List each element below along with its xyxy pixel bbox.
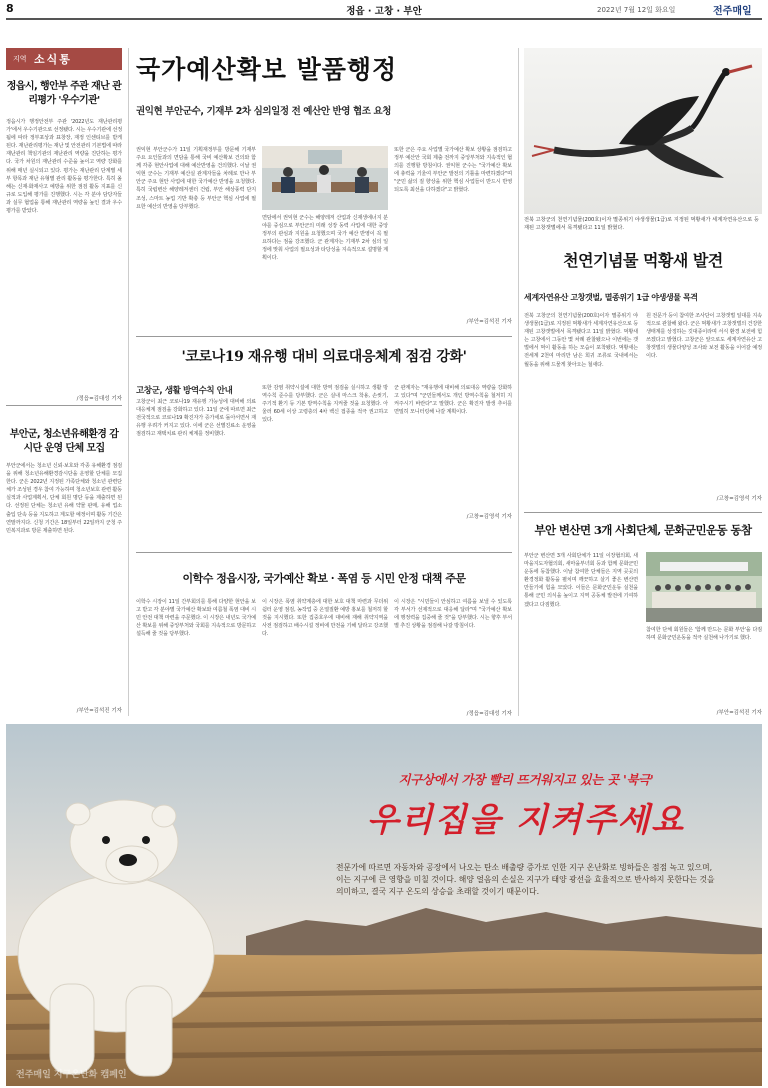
section-title: 정읍 · 고창 · 부안 [346,6,422,17]
covid-headline: '코로나19 재유행 대비 의료대응체계 점검 강화' [181,349,467,365]
ad-body: 전문가에 따르면 자동차와 공장에서 나오는 탄소 배출량 증가로 인한 지구 온난화로 빙하들은 점점 녹고 있으며, 이는 지구에 큰 영향을 미칠 것이다. 해양 얼음의 손실은 지구가 태양 광선을 효율적으로 반사하지 못한다는 것을 의미하고, 결국 지구 온도의 상승을 초래할 것이기 때문이다. [336,863,715,896]
meeting-photo-image [262,146,388,210]
sidebar-byline2: /부안=김석진 기자 [76,708,122,714]
covid-body-col3: 군 관계자는 "재유행에 대비해 의료대응 역량을 강화하고 있다"며 "군민들께서도 개인 방역수칙을 철저히 지켜주시기 바란다"고 말했다. 군은 확진자 발생 추이를 면밀히 모니터링해 나갈 계획이다. [394,385,512,416]
header-date: 2022년 7월 12일 화요일 [597,6,676,14]
bird-photo-caption: 전북 고창군의 천연기념물(200호)이자 멸종위기 야생생물(1급)로 지정된 먹황새가 세계자연유산으로 등재된 고창갯벌에서 목격됐다고 11일 밝혔다. [524,217,759,231]
nature-body-col2: 원 전문가 등이 참여한 조사단이 고창갯벌 일대를 지속적으로 관찰해 왔다. 군은 먹황새가 고창갯벌의 건강한 생태계를 상징하는 깃대종이라며 서식 환경 보전에 힘쓰겠다고 밝혔다. 고창군은 앞으로도 세계자연유산 고창갯벌의 생물다양성 조사와 보전 활동을 이어갈 예정이다. [646,313,762,360]
sidebar-label-title: 소식통 [34,53,72,66]
nature-body-col1: 전북 고창군의 천연기념물(200호)이자 멸종위기 야생생물(1급)로 지정된 먹황새가 세계자연유산으로 등재된 고창갯벌에서 목격됐다고 11일 밝혔다. 먹황새는 고창에서 그동안 몇 차례 관찰됐으나 이번에는 갯벌에서 먹이 활동을 하는 모습이 포착됐다. 먹황새는 전세계 2천여 마리만 남은 희귀 조류로 국내에서는 월동을 위해 드물게 찾아오는 철새다. [524,313,638,368]
buan-headline: 부안 변산면 3개 사회단체, 문화군민운동 동참 [534,523,752,537]
sidebar-label-region: 지역 [13,55,27,63]
sidebar-story1-title: 정읍시, 행안부 주관 재난 관리평가 '우수기관' [6,81,122,106]
sidebar-divider [6,405,122,406]
jeongeup-body-col2: 이 시장은 폭염 취약계층에 대한 보호 대책 마련과 무더위 쉼터 운영 점검, 농작업 중 온열질환 예방 홍보를 철저히 할 것을 지시했다. 또한 집중호우에 대비해 재해 취약지역을 사전 점검하고 배수시설 정비에 만전을 기해 달라고 강조했다. [262,599,388,638]
jeongeup-headline: 이학수 정읍시장, 국가예산 확보 · 폭염 등 시민 안정 대책 주문 [182,572,466,585]
buan-photo [646,552,762,622]
jeongeup-byline: /정읍=김대성 기자 [466,711,512,717]
ad-title: 우리집을 지켜주세요 [366,800,686,839]
lead-body-col2: 면담에서 권익현 군수는 해양레저 산업과 신재생에너지 분야를 중심으로 부안군의 미래 성장 동력 사업에 대한 중앙정부의 관심과 지원을 요청했으며 국가 예산 반영이 꼭 필요하다는 점을 강조했다. 군 관계자는 기재부 2차 심의 일정에 맞춰 사업의 필요성과 타당성을 지속적으로 설명할 계획이다. [262,215,388,262]
lead-photo [262,146,388,210]
lead-headline: 국가예산확보 발품행정 [136,55,398,84]
header-rule [6,18,762,20]
covid-subhead: 고창군, 생활 방역수칙 안내 [136,386,233,396]
buan-byline: /부안=김석진 기자 [716,710,762,716]
jeongeup-body-col3: 이 시장은 "시민들이 안심하고 여름을 보낼 수 있도록 각 부서가 선제적으로 대응해 달라"며 "국가예산 확보에 행정력을 집중해 줄 것"을 당부했다. 시는 향후 부서별 추진 상황을 점검해 나갈 방침이다. [394,599,512,630]
bird-photo [524,48,762,214]
covid-byline: /고창=김영석 기자 [466,514,512,520]
paper-name: 전주매일 [713,6,752,17]
covid-top-rule [136,336,512,337]
buan-body: 부안군 변산면 3개 사회단체가 11일 이장협의회, 새마을지도자협의회, 새마을부녀회 등과 함께 문화군민운동에 동참했다. 이날 참여한 단체들은 지역 곳곳의 환경정화 활동을 펼치며 깨끗하고 살기 좋은 변산면 만들기에 힘을 모았다. 이들은 문화군민운동 실천을 통해 군민 의식을 높이고 지역 공동체 발전에 기여하겠다고 다짐했다. [524,553,638,608]
campaign-ad [6,724,762,1086]
nature-headline: 천연기념물 먹황새 발견 [563,251,723,270]
nature-byline: /고창=김영석 기자 [716,496,762,502]
black-stork-image [524,48,762,214]
sidebar-label [6,48,122,70]
page-number: 8 [6,2,14,15]
jeongeup-top-rule [136,552,512,553]
sidebar [6,48,122,716]
covid-body-col2: 또한 감염 취약시설에 대한 방역 점검을 실시하고 생활 방역수칙 준수를 당부했다. 군은 실내 마스크 착용, 손씻기, 주기적 환기 등 기본 방역수칙을 지켜줄 것을 요청했다. 아울러 60세 이상 고령층의 4차 백신 접종을 적극 권고하고 있다. [262,385,388,424]
nature-subhead: 세계자연유산 고창갯벌, 멸종위기 1급 야생생물 목격 [524,293,698,302]
lead-body-col1: 권익현 부안군수가 11일 기획재정부를 방문해 기재부 주요 요인들과의 면담을 통해 국비 예산확보 건의와 함께 각종 현안사업에 대해 예산반영을 건의했다. 이날 권익현 군수는 기재부 예산실 관계자들을 차례로 만나 부안군 주요 현안 사업에 대한 국가예산 반영을 요청했다. 특히 국립변산 해양레저센터 건립, 부안 해상풍력 단지 조성, 스마트 농업 기반 확충 등 부안군 핵심 사업에 필요한 예산의 반영을 당부했다. [136,147,256,210]
sidebar-byline1: /정읍=김대성 기자 [76,396,122,402]
right-column-rule [518,48,519,716]
page-header [0,0,768,18]
lead-body-col3: 또한 군은 주요 사업별 국가예산 확보 상황을 점검하고 정부 예산안 국회 제출 전까지 중앙부처와 지속적인 협의를 진행할 방침이다. 권익현 군수는 "국가예산 확보에 총력을 기울여 부안군 발전의 기틀을 마련하겠다"며 "군민 삶의 질 향상을 위한 핵심 사업들이 반드시 반영되도록 최선을 다하겠다"고 밝혔다. [394,147,512,194]
group-photo-image [646,552,762,622]
sidebar-story2-title: 부안군, 청소년유해환경 감시단 운영 단체 모집 [9,429,119,454]
lead-byline: /부안=김석진 기자 [466,319,512,325]
buan-photo-caption: 참여한 단체 회원들은 '함께 만드는 문화 부안'을 다짐하며 문화군민운동을 적극 실천해 나가기로 했다. [646,627,762,642]
lead-subhead: 권익현 부안군수, 기재부 2차 심의일정 전 예산안 반영 협조 요청 [136,106,392,117]
covid-body-col1: 고창군이 최근 코로나19 재유행 가능성에 대비해 의료대응체계 점검을 강화하고 있다. 11일 군에 따르면 최근 전국적으로 코로나19 확진자가 증가세로 돌아서면서 재유행 우려가 커지고 있다. 이에 군은 선별진료소 운영을 점검하고 재택치료 관리 체계를 정비했다. [136,399,256,438]
sidebar-story2-body: 부안군에서는 청소년 신뢰·보호와 각종 유해환경 점검을 위해 청소년유해환경감시단을 운영할 단체를 모집한다. 군은 2022년 지정된 가족단체와 청소년 관련단체가 조성된 경우 참여 가능하며 청소년보호 관련 활동 실적과 사업계획서, 단체 회원 명단 등을 제출하면 된다. 선정된 단체는 청소년 유해 약물 판매, 유해 업소 출입 단속 등을 지도하고 계도할 예정이며 활동 기간은 연말까지다. 신청 기간은 18일부터 22일까지 군청 주민복지과로 방문 제출하면 된다. [6,463,122,534]
ad-tagline: 지구상에서 가장 빨리 뜨거워지고 있는 곳 '북극' [398,772,654,787]
jeongeup-body-col1: 이학수 시장이 11일 간부회의를 통해 다양한 현안을 보고 받고 각 분야별 국가예산 확보와 여름철 폭염 대비 시민 안전 대책 마련을 주문했다. 이 시장은 내년도 국가예산 확보를 위해 중앙부처와 국회를 지속적으로 방문하고 설득해 줄 것을 당부했다. [136,599,256,638]
ad-footer: 전주매일 지구온난화 캠페인 [16,1070,127,1080]
sidebar-story1-body: 정읍시가 행정안전부 주관 '2022년도 재난관리평가'에서 우수기관으로 선정됐다. 시는 우수기관에 선정됨에 따라 정부포상과 표창장, 재정 인센티브를 받게 된다. 재난관리평가는 재난 및 안전관리 기본법에 따라 재난관리 책임기관의 재난관리 역량을 진단하는 평가다. 국가 차원의 재난관리 수준을 높이고 역량 강화를 위해 매년 실시되고 있다. 평가는 재난관리 단계별 세부 항목과 재난 유형별 관리 활동을 평가한다. 특히 올해는 신재·화재사고 예방을 위한 점검 활동 지표를 신규로 도입해 평가를 진행했다. 시는 각 분야 담당자들과 실무 협업을 통해 재난관리 역량을 높인 결과 우수 평가를 받았다. [6,119,122,215]
buan-top-rule [524,512,762,513]
sidebar-column-rule [128,48,129,716]
